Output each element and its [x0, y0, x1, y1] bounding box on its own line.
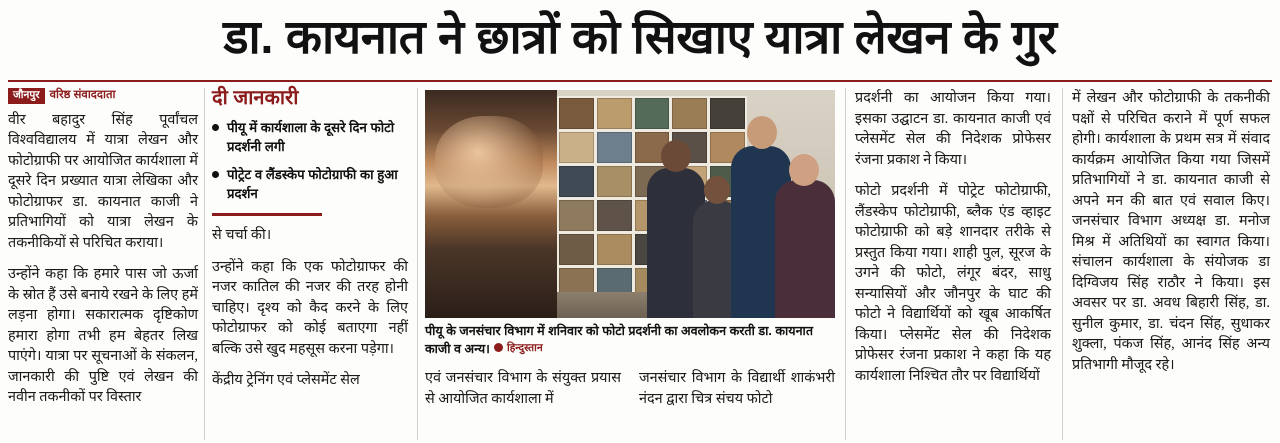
- column-three-subcolumns: [425, 368, 835, 420]
- photo-credit: [494, 340, 543, 357]
- subcolumn-right: [639, 368, 835, 420]
- list-item: पीयू में कार्यशाला के दूसरे दिन फोटो प्रदर्शनी लगी: [212, 118, 408, 156]
- subcolumn-left: [425, 368, 621, 420]
- gallery-print: [597, 132, 632, 163]
- paragraph: जनसंचार विभाग के विद्यार्थी शाकंभरी नंदन द्वारा चित्र संचय फोटो: [639, 370, 835, 407]
- column-divider: [1062, 88, 1063, 440]
- paragraph: एवं जनसंचार विभाग के संयुक्त प्रयास से आयोजित कार्यशाला में: [425, 370, 621, 407]
- byline: [8, 88, 198, 104]
- headline-area: [0, 6, 1280, 84]
- sidebar-kicker: दी जानकारी: [212, 87, 299, 109]
- photo-credit-text: हिन्दुस्तान: [506, 341, 543, 354]
- paragraph: उन्होंने कहा कि एक फोटोग्राफर की नजर कातिल की नजर की तरह होनी चाहिए। दृश्य को कैद करने के लिए फोटोग्राफर को कोई बताएगा नहीं बल्कि उसे खुद महसूस करना पड़ेगा।: [212, 258, 408, 357]
- byline-place: जौनपुर: [8, 88, 45, 104]
- column-three: [425, 90, 835, 407]
- list-item: पोट्रेट व लैंडस्केप फोटोग्राफी का हुआ प्रदर्शन: [212, 165, 408, 203]
- paragraph: केंद्रीय ट्रेनिंग एवं प्लेसमेंट सेल: [212, 372, 360, 388]
- photo-people: [645, 112, 835, 318]
- column-six: [1072, 88, 1270, 386]
- page-title: डा. कायनात ने छात्रों को सिखाए यात्रा लेखन के गुर: [223, 10, 1057, 63]
- gallery-print: [597, 200, 632, 231]
- column-two: [212, 88, 408, 402]
- column-five: [855, 88, 1051, 397]
- column-divider: [417, 88, 418, 440]
- paragraph: उन्होंने कहा कि हमारे पास जो ऊर्जा के स्रोत हैं उसे बनाये रखने के लिए हमें लड़ना होगा। सकारात्मक दृष्टिकोण हमारा होगा तभी हम बेहतर लिख पाएंगे। यात्रा पर सूचनाओं के संकलन, जानकारी की पुष्टि एवं लेखन की नवीन तकनीकों पर विस्तार: [8, 266, 198, 405]
- column-divider: [845, 88, 846, 440]
- person-silhouette: [775, 180, 835, 318]
- paragraph: से चर्चा की।: [212, 227, 272, 243]
- column-one: [8, 88, 198, 419]
- gallery-print: [559, 98, 594, 129]
- gallery-print: [597, 98, 632, 129]
- paragraph: में लेखन और फोटोग्राफी के तकनीकी पक्षों से परिचित कराने में पूर्ण सफल होगी। कार्यशाला के प्रथम सत्र में संवाद कार्यक्रम आयोजित किया गया जिसमें प्रतिभागियों ने डा. कायनात काजी से अपने मन की बात एवं सवाल किए। जनसंचार विभाग अध्यक्ष डा. मनोज मिश्र में अतिथियों का स्वागत किया। संचालन कार्यशाला के संयोजक डा दिग्विजय सिंह राठौर ने किया। इस अवसर पर डा. अवध बिहारी सिंह, डा. सुनील कुमार, डा. चंदन सिंह, सुधाकर शुक्ला, पंकज सिंह, आनंद सिंह अन्य प्रतिभागी मौजूद रहे।: [1072, 90, 1270, 373]
- gallery-print: [597, 166, 632, 197]
- gallery-print: [559, 200, 594, 231]
- paragraph: फोटो प्रदर्शनी में पोट्रेट फोटोग्राफी, लैंडस्केप फोटोग्राफी, ब्लैक एंड व्हाइट फोटोग्राफी को बड़े शानदार तरीके से प्रस्तुत किया गया। शाही पुल, सूरज के उगने की फोटो, लंगूर बंदर, साधु सन्यासियों और जौनपुर के घाट की फोटो ने विद्यार्थियों को खूब आकर्षित किया। प्लेसमेंट सेल की निदेशक प्रोफेसर रंजना प्रकाश ने कहा कि यह कार्यशाला निश्चित तौर पर विद्यार्थियों: [855, 183, 1051, 384]
- photo-large-print: [425, 90, 557, 318]
- section-rule: [212, 213, 322, 216]
- gallery-print: [559, 132, 594, 163]
- column-divider: [204, 88, 205, 440]
- gallery-print: [597, 234, 632, 265]
- article-body: [0, 88, 1280, 440]
- headline-divider: [8, 80, 1272, 82]
- hindustan-logo-icon: [494, 343, 503, 352]
- paragraph: प्रदर्शनी का आयोजन किया गया। इसका उद्घाटन डा. कायनात काजी एवं प्लेसमेंट सेल की निदेशक प्रोफेसर रंजना प्रकाश ने किया।: [855, 90, 1051, 168]
- highlight-list: [212, 118, 408, 203]
- paragraph: वीर बहादुर सिंह पूर्वांचल विश्वविद्यालय में यात्रा लेखन और फोटोग्राफी पर आयोजित कार्यशाला में दूसरे दिन प्रख्यात यात्रा लेखिका और फोटोग्राफर डा. कायनात काजी ने प्रतिभागियों को यात्रा लेखन के तकनीकियों से परिचित कराया।: [8, 111, 198, 251]
- photo-caption: [425, 323, 835, 357]
- byline-role: वरिष्ठ संवाददाता: [49, 89, 116, 101]
- photo-caption-text: पीयू के जनसंचार विभाग में शनिवार को फोटो प्रदर्शनी का अवलोकन करती डा. कायनात काजी व अन्य।: [425, 324, 813, 356]
- gallery-print: [559, 234, 594, 265]
- article-photo: [425, 90, 835, 318]
- gallery-print: [559, 166, 594, 197]
